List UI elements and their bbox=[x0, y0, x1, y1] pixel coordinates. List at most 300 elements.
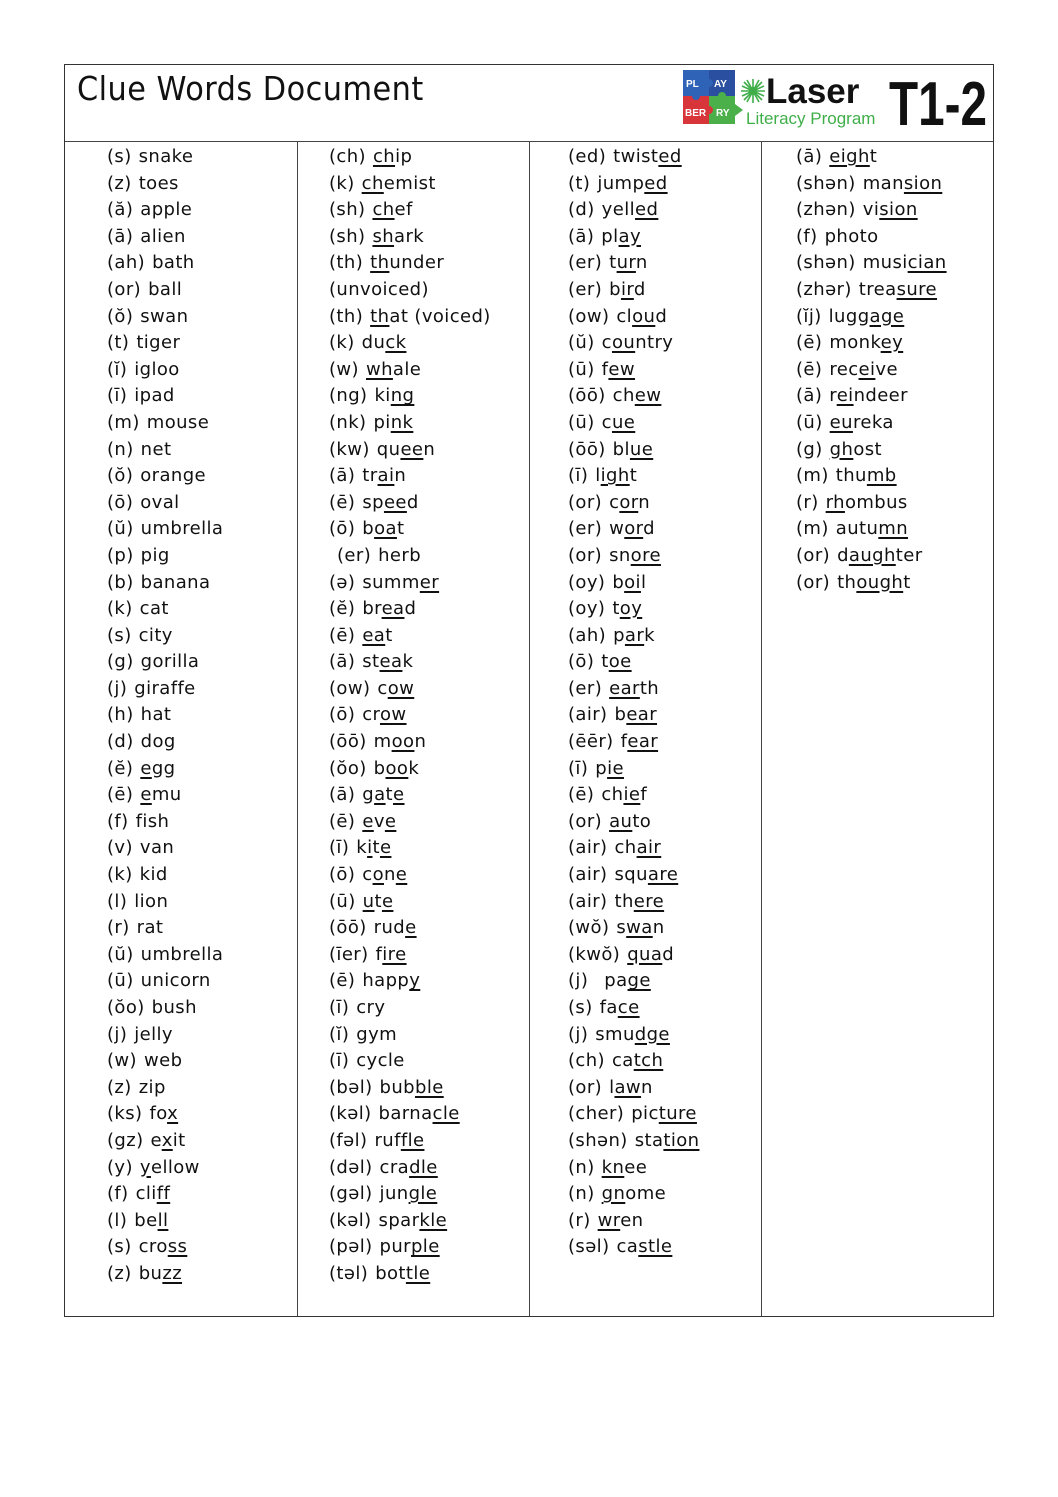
sound-label: (f) bbox=[796, 225, 818, 247]
underlined-grapheme: ere bbox=[633, 890, 665, 912]
clue-word bbox=[362, 332, 407, 353]
word-part: ball bbox=[148, 278, 183, 300]
clue-word bbox=[373, 146, 412, 167]
clue-word-entry bbox=[329, 1101, 491, 1128]
word-part: cli bbox=[135, 1183, 157, 1205]
clue-word bbox=[374, 758, 419, 779]
clue-word-entry bbox=[796, 277, 947, 304]
clue-word-entry bbox=[107, 463, 223, 490]
sound-label: (or) bbox=[568, 1076, 603, 1098]
word-part: d bbox=[406, 491, 419, 513]
clue-word bbox=[134, 385, 174, 406]
clue-word-entry bbox=[568, 862, 699, 889]
word-part: b bbox=[609, 278, 621, 300]
word-part: k bbox=[644, 624, 655, 646]
clue-word-entry bbox=[329, 942, 491, 969]
word-part: city bbox=[138, 624, 173, 646]
underlined-grapheme: e bbox=[393, 784, 405, 806]
sound-label: (ī) bbox=[568, 757, 589, 779]
sound-label: (m) bbox=[107, 411, 140, 433]
clue-word bbox=[830, 412, 894, 433]
clue-word bbox=[148, 279, 182, 300]
clue-word bbox=[595, 758, 624, 779]
clue-word bbox=[377, 678, 414, 699]
clue-word bbox=[612, 572, 646, 593]
clue-word-entry bbox=[568, 490, 699, 517]
underlined-grapheme: augh bbox=[848, 544, 896, 566]
laser-literacy-logo bbox=[683, 69, 989, 139]
sound-label: (ē) bbox=[568, 784, 595, 806]
sound-label: (ō) bbox=[329, 864, 356, 886]
clue-word-entry bbox=[329, 862, 491, 889]
sound-label: (kəl) bbox=[329, 1209, 372, 1231]
sound-label: (ī) bbox=[329, 997, 350, 1018]
underlined-grapheme: dle bbox=[409, 1156, 438, 1178]
word-part: f bbox=[601, 358, 609, 380]
underlined-grapheme: y bbox=[409, 970, 421, 992]
underlined-grapheme: ture bbox=[658, 1103, 697, 1125]
clue-word-entry bbox=[329, 676, 491, 703]
word-part: t bbox=[601, 651, 609, 673]
clue-word bbox=[609, 492, 650, 513]
word-part: ch bbox=[601, 784, 624, 806]
word-part: alien bbox=[140, 225, 186, 247]
clue-word-entry bbox=[107, 729, 223, 756]
word-part: banana bbox=[140, 571, 211, 593]
word-part: rud bbox=[373, 917, 406, 939]
sound-label: (ah) bbox=[568, 624, 607, 646]
sound-label: (kwŏ) bbox=[568, 943, 621, 965]
underlined-grapheme: au bbox=[609, 810, 633, 832]
clue-word bbox=[601, 784, 647, 805]
clue-word bbox=[140, 199, 192, 220]
word-part: emist bbox=[383, 172, 436, 194]
clue-word-entry bbox=[329, 1234, 491, 1261]
sound-label: (zhən) bbox=[796, 199, 856, 221]
sound-label: (ks) bbox=[107, 1103, 143, 1125]
clue-word bbox=[602, 359, 635, 380]
clue-word-entry bbox=[568, 171, 699, 198]
clue-word-entry bbox=[568, 942, 699, 969]
word-part: qu bbox=[376, 438, 401, 460]
clue-word bbox=[612, 1050, 663, 1071]
clue-word-entry bbox=[107, 915, 223, 942]
word-part: smu bbox=[595, 1023, 635, 1045]
clue-word bbox=[602, 1157, 648, 1178]
word-part: s bbox=[616, 917, 627, 939]
word-part: fa bbox=[599, 997, 618, 1018]
underlined-grapheme: ed bbox=[635, 199, 659, 221]
clue-word-entry bbox=[329, 516, 491, 543]
underlined-grapheme: ear bbox=[609, 677, 640, 699]
sound-label: (ĭ) bbox=[107, 358, 128, 380]
word-part: l bbox=[609, 1076, 615, 1098]
sound-label: (ū) bbox=[568, 358, 595, 380]
sound-label: (l) bbox=[107, 1209, 128, 1231]
clue-word bbox=[362, 864, 407, 885]
sound-label: (or) bbox=[568, 491, 603, 513]
sound-label: (ōō) bbox=[568, 385, 606, 407]
clue-word-entry bbox=[107, 596, 223, 623]
word-part: snake bbox=[138, 146, 194, 167]
clue-word-entry bbox=[796, 383, 947, 410]
clue-word-entry bbox=[568, 756, 699, 783]
clue-word bbox=[362, 970, 420, 991]
word-part: e bbox=[150, 1129, 162, 1151]
clue-word bbox=[612, 598, 642, 619]
clue-word-entry bbox=[329, 330, 491, 357]
word-part: tiger bbox=[136, 332, 181, 354]
sound-label: (īer) bbox=[329, 943, 369, 965]
sound-label: (unvoiced) bbox=[329, 278, 429, 300]
clue-word bbox=[601, 226, 641, 247]
clue-word bbox=[380, 1077, 444, 1098]
sound-label: (bəl) bbox=[329, 1076, 373, 1098]
clue-word-entry bbox=[107, 1048, 223, 1075]
sound-label: (ow) bbox=[568, 305, 610, 327]
clue-word-entry bbox=[568, 1128, 699, 1155]
clue-word bbox=[139, 1263, 182, 1284]
clue-word bbox=[362, 465, 406, 486]
sound-label: (ā) bbox=[568, 225, 595, 247]
sound-label: (ŏo) bbox=[329, 757, 367, 779]
clue-word-entry bbox=[568, 357, 699, 384]
document-header bbox=[65, 65, 993, 142]
word-part: ch bbox=[612, 385, 635, 407]
word-part: ki bbox=[374, 385, 391, 407]
underlined-grapheme: stle bbox=[638, 1236, 673, 1258]
clue-word bbox=[362, 651, 413, 672]
clue-word-entry bbox=[568, 995, 699, 1022]
sound-label: (w) bbox=[329, 358, 359, 380]
clue-word-entry bbox=[568, 224, 699, 251]
word-part: umbrella bbox=[140, 943, 224, 965]
clue-word-entry bbox=[107, 277, 223, 304]
underlined-grapheme: oa bbox=[374, 518, 397, 540]
clue-word bbox=[380, 1157, 438, 1178]
clue-word-entry bbox=[568, 410, 699, 437]
underlined-grapheme: wa bbox=[626, 917, 653, 939]
word-part: c bbox=[601, 332, 612, 354]
clue-word bbox=[609, 1077, 653, 1098]
clue-word bbox=[836, 465, 897, 486]
word-part: lugg bbox=[828, 305, 870, 327]
clue-word bbox=[362, 704, 406, 725]
word-part: d bbox=[643, 518, 655, 540]
word-part: d bbox=[662, 943, 675, 965]
sound-label: (ŏo) bbox=[107, 997, 145, 1018]
sound-label: (k) bbox=[329, 332, 355, 354]
clue-word-entry bbox=[329, 756, 491, 783]
underlined-grapheme: ore bbox=[630, 544, 661, 566]
clue-word bbox=[152, 997, 197, 1018]
word-part: happ bbox=[362, 970, 410, 992]
clue-word bbox=[614, 864, 678, 885]
clue-word-entry bbox=[107, 702, 223, 729]
word-part: pur bbox=[379, 1236, 411, 1258]
sound-label: (ow) bbox=[329, 677, 371, 699]
clue-word-entry bbox=[568, 782, 699, 809]
underlined-grapheme: dge bbox=[634, 1023, 670, 1045]
word-part: fo bbox=[149, 1103, 168, 1125]
word-part: giraffe bbox=[134, 677, 196, 699]
clue-word bbox=[139, 1077, 166, 1098]
sound-label: (j) bbox=[107, 677, 128, 699]
word-part: toes bbox=[138, 172, 179, 194]
clue-word-entry bbox=[329, 1075, 491, 1102]
underlined-grapheme: tle bbox=[405, 1262, 431, 1284]
sound-label: (ī) bbox=[107, 385, 128, 407]
sound-label: (ē) bbox=[329, 624, 356, 646]
clue-word bbox=[134, 1024, 173, 1045]
clue-word-entry bbox=[107, 862, 223, 889]
clue-word bbox=[609, 518, 655, 539]
sound-label: (ŭ) bbox=[107, 518, 134, 540]
word-part: it bbox=[172, 1129, 186, 1151]
clue-word bbox=[859, 279, 937, 300]
svg-text:PL: PL bbox=[686, 79, 699, 90]
sound-label: (ō) bbox=[329, 518, 356, 540]
sound-label: (k) bbox=[329, 172, 355, 194]
sound-label: (er) bbox=[568, 677, 603, 699]
sound-label: (ŏ) bbox=[107, 305, 134, 327]
sound-label: (or) bbox=[568, 810, 603, 832]
sound-label: (b) bbox=[107, 571, 134, 593]
word-part: du bbox=[361, 332, 386, 354]
clue-word-entry bbox=[796, 304, 947, 331]
sound-label: (z) bbox=[107, 1076, 132, 1098]
word-part: f bbox=[375, 943, 383, 965]
clue-word-entry bbox=[329, 357, 491, 384]
word-part: fish bbox=[135, 810, 170, 832]
svg-text:BER: BER bbox=[685, 108, 707, 119]
clue-word-list bbox=[329, 144, 491, 1288]
sound-label: (ē) bbox=[107, 784, 134, 806]
clue-word-entry bbox=[329, 463, 491, 490]
word-part: ndeer bbox=[853, 385, 908, 407]
underlined-grapheme: ear bbox=[627, 731, 659, 753]
word-part: ale bbox=[392, 358, 422, 380]
word-part: ter bbox=[895, 544, 923, 566]
sound-label: (or) bbox=[796, 571, 831, 593]
word-part: swan bbox=[140, 305, 189, 327]
word-part: herb bbox=[378, 544, 422, 566]
word-part: lion bbox=[134, 890, 169, 912]
word-part: ruf bbox=[374, 1129, 401, 1151]
clue-word bbox=[134, 891, 168, 912]
sound-label: (ĕ) bbox=[329, 598, 356, 620]
word-part: cycle bbox=[356, 1050, 405, 1072]
sound-label: (er) bbox=[568, 278, 603, 300]
clue-word bbox=[613, 439, 654, 460]
underlined-grapheme: ay bbox=[618, 225, 641, 247]
clue-word bbox=[627, 944, 674, 965]
underlined-grapheme: gle bbox=[408, 1183, 438, 1205]
underlined-grapheme: x bbox=[161, 1129, 173, 1151]
sound-label: (ch) bbox=[329, 146, 366, 167]
word-part: web bbox=[143, 1050, 183, 1072]
sound-label: (ōō) bbox=[329, 731, 367, 753]
word-part: ntry bbox=[635, 332, 674, 354]
underlined-grapheme: th bbox=[370, 305, 390, 327]
sound-label: (n) bbox=[107, 438, 134, 460]
underlined-grapheme: or bbox=[619, 491, 639, 513]
clue-word-entry bbox=[107, 835, 223, 862]
clue-word bbox=[140, 465, 206, 486]
underlined-grapheme: or bbox=[624, 518, 644, 540]
underlined-grapheme: er bbox=[419, 571, 440, 593]
word-part: f bbox=[640, 784, 648, 806]
underlined-grapheme: e bbox=[140, 784, 152, 806]
clue-word-entry bbox=[796, 357, 947, 384]
word-part: d bbox=[837, 544, 849, 566]
sound-label: (ō) bbox=[568, 651, 595, 673]
word-part: n bbox=[641, 1076, 653, 1098]
clue-word bbox=[378, 545, 421, 566]
word-part: gym bbox=[356, 1023, 398, 1045]
word-part: m bbox=[373, 731, 392, 753]
word-part: umbrella bbox=[140, 518, 224, 540]
sound-label: (ă) bbox=[107, 199, 134, 221]
clue-word bbox=[376, 944, 407, 965]
sound-label: (r) bbox=[568, 1209, 591, 1231]
clue-word bbox=[140, 1157, 200, 1178]
underlined-grapheme: cian bbox=[907, 252, 947, 274]
underlined-grapheme: ff bbox=[156, 1183, 171, 1205]
word-part: k bbox=[356, 837, 368, 859]
underlined-grapheme: cle bbox=[432, 1103, 460, 1125]
word-part: th bbox=[614, 890, 634, 912]
word-part: pig bbox=[140, 544, 170, 566]
sound-label: (s) bbox=[107, 146, 132, 167]
clue-word bbox=[613, 625, 655, 646]
clue-word bbox=[139, 625, 173, 646]
sound-label: (ū) bbox=[568, 411, 595, 433]
clue-word bbox=[601, 651, 631, 672]
clue-word bbox=[635, 1130, 700, 1151]
sound-label: (t) bbox=[107, 332, 130, 354]
word-part: c bbox=[609, 491, 620, 513]
clue-word bbox=[141, 572, 211, 593]
sound-label: (cher) bbox=[568, 1103, 625, 1125]
clue-word bbox=[141, 439, 172, 460]
sound-label: (ī) bbox=[568, 465, 589, 487]
clue-word bbox=[356, 997, 385, 1018]
word-part: apple bbox=[140, 199, 193, 221]
clue-word-entry bbox=[329, 144, 491, 171]
sound-label: (ōō) bbox=[329, 917, 367, 939]
underlined-grapheme: x bbox=[167, 1103, 179, 1125]
sound-label: (n) bbox=[568, 1183, 595, 1205]
word-part: at (voiced) bbox=[389, 305, 491, 327]
underlined-grapheme: ou bbox=[611, 332, 636, 354]
word-part: under bbox=[389, 252, 445, 274]
logo-level: T1-2 bbox=[889, 70, 987, 139]
word-part: t bbox=[629, 465, 638, 487]
underlined-grapheme: ch bbox=[361, 172, 384, 194]
clue-word-entry bbox=[329, 410, 491, 437]
clue-word-entry bbox=[568, 437, 699, 464]
clue-word-entry bbox=[107, 1261, 223, 1288]
column-4 bbox=[762, 142, 993, 1316]
word-part: ca bbox=[616, 1236, 639, 1258]
word-part: ome bbox=[625, 1183, 667, 1205]
clue-word-entry bbox=[107, 197, 223, 224]
underlined-grapheme: ce bbox=[617, 997, 640, 1018]
word-part: ost bbox=[853, 438, 882, 460]
clue-word-entry bbox=[107, 809, 223, 836]
word-part: ombus bbox=[844, 491, 908, 513]
clue-word-entry bbox=[107, 968, 223, 995]
underlined-grapheme: ng bbox=[390, 385, 415, 407]
clue-word-entry bbox=[796, 437, 947, 464]
sound-label: (y) bbox=[107, 1156, 133, 1178]
clue-word bbox=[616, 306, 667, 327]
word-part: b bbox=[612, 571, 625, 593]
word-part: ark bbox=[394, 225, 425, 247]
clue-word bbox=[621, 731, 658, 752]
sound-label: (n) bbox=[568, 1156, 595, 1178]
word-part: br bbox=[362, 598, 382, 620]
sound-label: (ā) bbox=[329, 651, 356, 673]
clue-words-table bbox=[64, 64, 994, 1317]
clue-word bbox=[829, 359, 898, 380]
underlined-grapheme: e bbox=[140, 757, 152, 779]
logo-tagline: Literacy Program bbox=[746, 109, 876, 128]
underlined-grapheme: age bbox=[869, 305, 905, 327]
word-part: pi bbox=[373, 411, 391, 433]
clue-word-entry bbox=[107, 676, 223, 703]
underlined-grapheme: ll bbox=[157, 1209, 169, 1231]
sound-label: (ed) bbox=[568, 146, 607, 167]
underlined-grapheme: ew bbox=[634, 385, 662, 407]
clue-word-entry bbox=[329, 543, 491, 570]
clue-word-entry bbox=[329, 224, 491, 251]
clue-word bbox=[825, 226, 879, 247]
word-part: n bbox=[383, 864, 396, 886]
sound-label: (kəl) bbox=[329, 1103, 372, 1125]
clue-word bbox=[609, 545, 661, 566]
sound-label: (ē) bbox=[796, 358, 823, 380]
clue-word-entry bbox=[329, 968, 491, 995]
sound-label: (shən) bbox=[796, 252, 856, 274]
word-part: n bbox=[652, 917, 665, 939]
underlined-grapheme: wr bbox=[597, 1209, 621, 1231]
sound-label: (ē) bbox=[329, 810, 356, 832]
sound-label: (təl) bbox=[329, 1262, 369, 1284]
column-2 bbox=[298, 142, 530, 1316]
clue-word-entry bbox=[329, 809, 491, 836]
clue-word bbox=[370, 252, 444, 273]
clue-word-entry bbox=[329, 702, 491, 729]
underlined-grapheme: ea bbox=[381, 598, 405, 620]
word-part: bath bbox=[152, 252, 195, 274]
sound-label: (or) bbox=[568, 544, 603, 566]
word-part: mouse bbox=[146, 411, 210, 433]
clue-word bbox=[829, 306, 905, 327]
clue-word-entry bbox=[568, 915, 699, 942]
clue-word bbox=[597, 173, 667, 194]
underlined-grapheme: ei bbox=[836, 385, 854, 407]
underlined-grapheme: ear bbox=[626, 704, 658, 726]
word-part: orange bbox=[140, 465, 207, 487]
clue-word-entry bbox=[107, 889, 223, 916]
sound-label: (z) bbox=[107, 1262, 132, 1284]
underlined-grapheme: ow bbox=[379, 704, 407, 726]
word-part: be bbox=[134, 1209, 158, 1231]
sound-label: (m) bbox=[796, 465, 829, 487]
word-part: vi bbox=[862, 199, 880, 221]
